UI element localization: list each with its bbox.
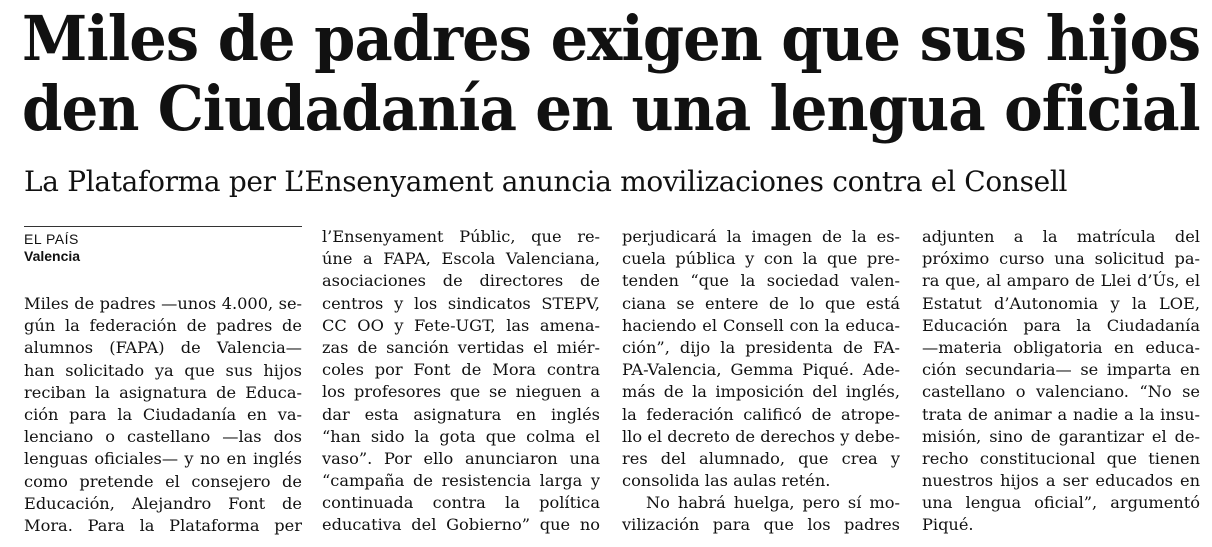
body-line: vilización para que los padres [622,515,900,535]
paragraph-start-line: No habrá huelga, pero sí mo- [646,493,900,513]
headline-line-2: den Ciudadanía en una lengua oficial [22,72,1200,145]
body-line: perjudicará la imagen de la es- [622,227,900,246]
body-line: castellano o valenciano. “No se [922,382,1200,402]
body-line: CC OO y Fete-UGT, las amena- [322,315,600,335]
body-line: ción para la Ciudadanía en va- [24,404,302,424]
body-line: “campaña de resistencia larga y [322,471,600,491]
body-line: llo el decreto de derechos y debe- [622,426,900,446]
byline-agency: EL PAÍS [24,231,79,247]
body-line: cuela pública y con la que pre- [622,249,900,269]
byline [24,226,302,265]
headline-line-1: Miles de padres exigen que sus hijos [22,2,1201,75]
body-line: recho constitucional que tienen [922,448,1200,468]
body-line: Piqué. [922,515,974,535]
body-line: reciban la asignatura de Educa- [24,382,302,402]
body-line: los profesores que se nieguen a [322,382,600,402]
body-line: haciendo el Consell con la educa- [622,315,900,335]
body-line: ra que, al amparo de Llei d’Ús, el [922,271,1200,291]
body-line: ción”, dijo la presidenta de FA- [622,337,900,357]
body-line: gún la federación de padres de [24,316,302,336]
article-headline [22,4,1202,144]
body-line: PA-Valencia, Gemma Piqué. Ade- [622,360,900,380]
body-line: lenguas oficiales— y no en inglés [24,449,302,469]
body-line: Estatut d’Autonomia y la LOE, [922,293,1200,313]
body-line: Mora. Para la Plataforma per [24,515,302,535]
column-4 [922,226,1200,537]
body-line: vaso”. Por ello anunciaron una [322,448,600,468]
body-line: ción secundaria— se imparta en [922,360,1200,380]
body-line: centros y los sindicatos STEPV, [322,293,600,313]
body-line: Miles de padres —unos 4.000, se- [24,294,302,313]
body-line: Educación para la Ciudadanía [922,315,1200,335]
body-line: una lengua oficial”, argumentó [922,493,1200,513]
body-line: dar esta asignatura en inglés [322,404,600,424]
body-line: adjunten a la matrícula del [922,227,1200,246]
body-line: ciana se entere de lo que está [622,293,900,313]
body-line: como pretende el consejero de [24,471,302,491]
body-line: trata de animar a nadie a la insu- [922,404,1200,424]
body-line: tenden “que la sociedad valen- [622,271,900,291]
body-line: nuestros hijos a ser educados en [922,471,1200,491]
body-line: l’Ensenyament Públic, que re- [322,227,600,246]
body-line: “han sido la gota que colma el [322,426,600,446]
body-line: más de la imposición del inglés, [622,382,900,402]
body-line: alumnos (FAPA) de Valencia— [24,338,302,358]
article-subheadline: La Plataforma per L’Ensenyament anuncia movilizaciones contra el Consell [24,165,1068,198]
body-line: coles por Font de Mora contra [322,360,600,380]
column-1 [24,226,302,537]
body-line: asociaciones de directores de [322,271,600,291]
body-line: lenciano o castellano —las dos [24,427,302,447]
body-line: úne a FAPA, Escola Valenciana, [322,249,600,269]
column-2 [322,226,600,537]
body-line: consolida las aulas retén. [622,471,831,491]
column-3 [622,226,900,537]
body-line: zas de sanción vertidas el miér- [322,337,600,357]
byline-location: Valencia [24,248,81,264]
body-line: próximo curso una solicitud pa- [922,249,1200,269]
body-line: educativa del Gobierno” que no [322,515,600,535]
body-line: han solicitado ya que sus hijos [24,360,302,380]
body-line: misión, sino de garantizar el de- [922,426,1200,446]
body-line: res del alumnado, que crea y [622,448,900,468]
body-line: Educación, Alejandro Font de [24,493,302,513]
body-line: —materia obligatoria en educa- [922,337,1200,357]
body-line: la federación calificó de atrope- [622,404,900,424]
body-line: continuada contra la política [322,493,600,513]
